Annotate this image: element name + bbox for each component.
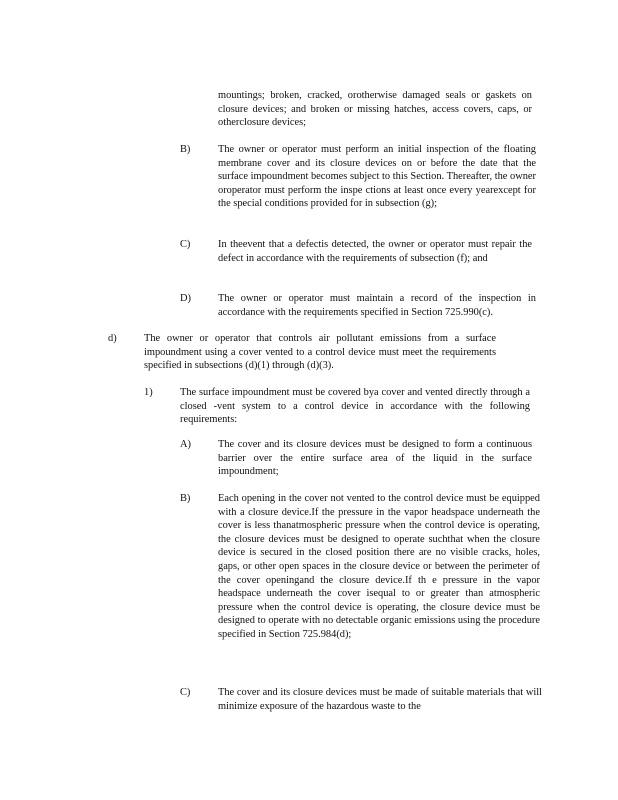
paragraph-marker: d) [108, 333, 117, 344]
paragraph-marker: C) [180, 687, 191, 698]
paragraph-text: mountings; broken, cracked, orotherwise damaged seals or gaskets on closure devices; and broken or missing hatches, access covers, caps, or otherclosure devices; [218, 90, 532, 129]
paragraph-text: The cover and its closure devices must be designed to form a continuous barrier over the entire surface area of the liquid in the surface impoundment; [218, 439, 532, 478]
paragraph-text: The owner or operator that controls air pollutant emissions from a surface impoundment using a cover vented to a control device must meet the requirements specified in subsections (d)(1) through (d)(3). [144, 333, 496, 372]
paragraph-marker: B) [180, 493, 191, 504]
paragraph-text: The owner or operator must perform an initial inspection of the floating membrane cover and its closure devices on or before the date that the surface impoundment becomes subject to this Section. Thereafter, the owner oroperator must perform the inspe ctions at least once every yearexcept for the special conditions provided for in subsection (g); [218, 144, 536, 210]
paragraph-text: The cover and its closure devices must be made of suitable materials that will minimize exposure of the hazardous waste to the [218, 687, 542, 712]
paragraph-text: The owner or operator must maintain a record of the inspection in accordance with the requirements specified in Section 725.990(c). [218, 293, 536, 318]
paragraph-marker: C) [180, 239, 191, 250]
paragraph-marker: A) [180, 439, 191, 450]
paragraph-marker: 1) [144, 387, 153, 398]
paragraph-marker: B) [180, 144, 191, 155]
paragraph-marker: D) [180, 293, 191, 304]
paragraph-text: Each opening in the cover not vented to the control device must be equipped with a closure device.If the pressure in the vapor headspace underneath the cover is less thanatmospheric pressure when the control device is operating, the closure devices must be designed to operate suchthat when the closure device is secured in the closed position there are no visible cracks, holes, gaps, or other open spaces in the closure device or between the perimeter of the cover openingand the closure device.If th e pressure in the vapor headspace underneath the cover isequal to or greater than atmospheric pressure when the control device is operating, the closure device must be designed to operate with no detectable organic emissions using the procedure specified in Section 725.984(d); [218, 493, 540, 640]
paragraph-text: The surface impoundment must be covered bya cover and vented directly through a closed -vent system to a control device in accordance with the following requirements: [180, 387, 530, 426]
paragraph-text: In theevent that a defectis detected, the owner or operator must repair the defect in accordance with the requirements of subsection (f); and [218, 239, 532, 264]
